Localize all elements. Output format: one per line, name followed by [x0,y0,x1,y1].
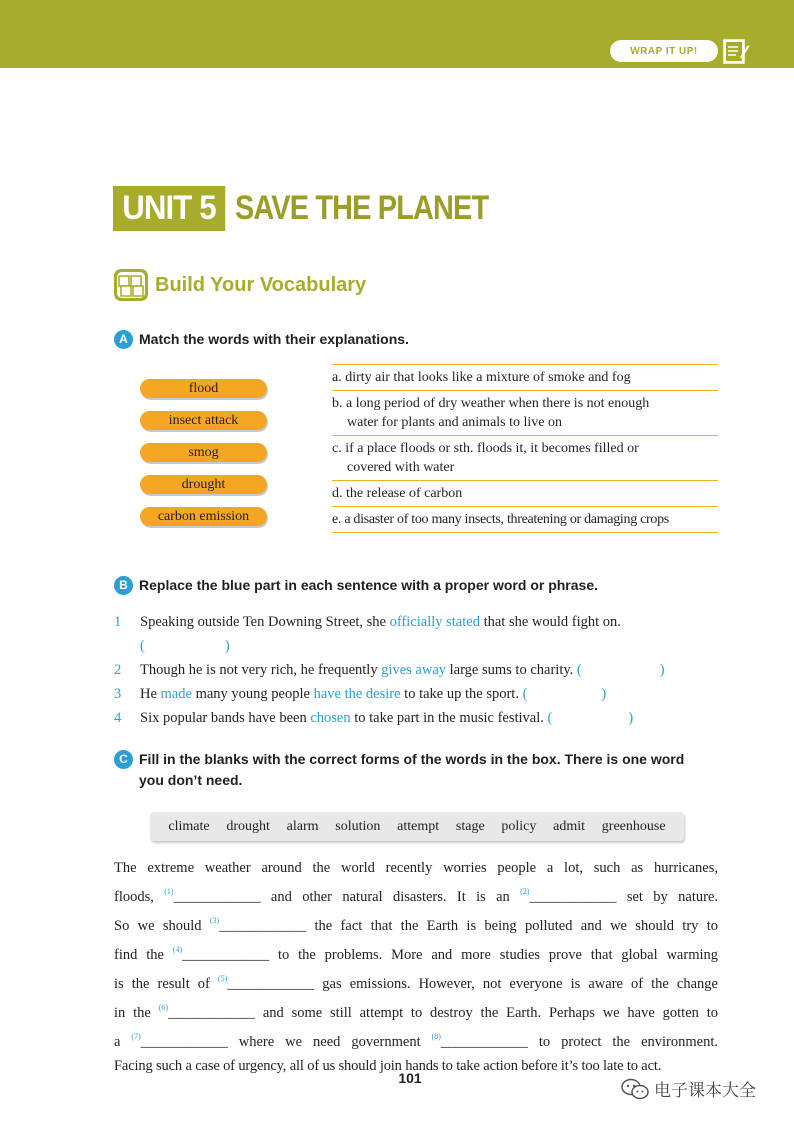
answer-blank-1[interactable] [140,634,230,658]
sentence-number: 3 [114,686,122,702]
passage-line [114,967,718,996]
section-a-instruction: Match the words with their explanations. [139,331,409,347]
blank-open[interactable]: ( [522,686,528,702]
passage-text: and other natural disasters. It is an [260,889,521,905]
blank-marker-7: (7) [131,1032,141,1041]
sentence-text: many young people [191,686,314,702]
box-word: alarm [286,818,319,834]
box-word: attempt [397,818,440,834]
blank-marker-8: (8) [431,1032,441,1041]
explanation-line-2: water for plants and animals to live on [347,415,562,430]
section-c-heading [114,749,684,791]
section-c-instruction-2: you don’t need. [139,772,243,788]
word-insect-attack[interactable]: insect attack [140,411,267,430]
blank-close: ) [628,710,634,726]
passage-text: is the result of [114,976,218,992]
sentence-text: that she would fight on. [479,614,621,630]
passage-text: gas emissions. However, not everyone is aware of the change [314,976,718,992]
word-carbon-emission[interactable]: carbon emission [140,507,267,526]
watermark [620,1076,756,1101]
wechat-icon [620,1078,650,1100]
blank-marker-3: (3) [209,916,220,925]
abc-blocks-icon [113,268,149,302]
blue-phrase: officially stated [389,614,480,630]
blank-open[interactable]: ( [576,662,582,678]
blank-3[interactable]: ____________ [219,918,307,934]
explanation-line: c. if a place floods or sth. floods it, it becomes filled or [332,441,639,456]
watermark-text: 电子课本大全 [654,1081,756,1101]
blank-6[interactable]: ____________ [167,1005,255,1021]
vocab-heading-text: Build Your Vocabulary [155,273,367,296]
sentence-3 [114,682,606,706]
passage-line [114,1025,718,1054]
explanation-e[interactable] [332,506,718,533]
blank-marker-1: (1) [164,887,174,896]
blank-marker-5: (5) [217,974,228,983]
section-a-badge: A [114,330,133,349]
box-word: policy [501,818,537,834]
sentence-text: large sums to charity. [446,662,577,678]
sentence-number: 2 [114,662,122,678]
sentence-text: He [140,686,161,702]
passage-line [114,938,718,967]
blank-1[interactable]: ____________ [173,889,261,905]
blank-8[interactable]: ____________ [440,1034,528,1050]
cloze-passage [114,856,718,1078]
blank-close: ) [659,662,665,678]
passage-line [114,880,718,909]
section-b-heading [114,575,598,596]
explanation-c[interactable] [332,435,718,480]
blue-phrase: made [160,686,192,702]
explanation-d[interactable] [332,480,718,506]
unit-name: SAVE THE PLANET [234,189,488,227]
word-drought[interactable]: drought [140,475,267,494]
section-a-heading [114,329,409,350]
blank-7[interactable]: ____________ [140,1034,228,1050]
sentence-number: 4 [114,710,122,726]
passage-text: where we need government [227,1034,432,1050]
explanations-table [332,364,718,533]
explanation-line: e. a disaster of too many insects, threatening or damaging crops [332,512,669,527]
word-flood[interactable]: flood [140,379,267,398]
blue-phrase: have the desire [313,686,401,702]
explanation-line: b. a long period of dry weather when there is not enough [332,396,650,411]
blank-open: ( [140,638,145,654]
vocab-heading [113,268,366,302]
sentence-text: Six popular bands have been [140,710,311,726]
passage-text: to protect the environment. [527,1034,718,1050]
explanation-line: a. dirty air that looks like a mixture of smoke and fog [332,370,631,385]
passage-text: to the problems. More and more studies prove that global warming [269,947,718,963]
explanation-line-2: covered with water [347,460,455,475]
blank-marker-4: (4) [172,945,183,954]
sentence-number: 1 [114,614,122,630]
explanation-a[interactable] [332,364,718,390]
section-c-instruction: Fill in the blanks with the correct forms of the words in the box. There is one word [139,751,685,767]
sentence-text: Though he is not very rich, he frequently [140,662,382,678]
passage-text: find the [114,947,173,963]
blue-phrase: chosen [310,710,351,726]
sentence-text: Speaking outside Ten Downing Street, she [140,614,390,630]
passage-line [114,996,718,1025]
passage-text: in the [114,1005,159,1021]
unit-title [113,186,533,231]
blank-4[interactable]: ____________ [182,947,270,963]
blank-close: ) [601,686,607,702]
box-word: drought [226,818,270,834]
word-smog[interactable]: smog [140,443,267,462]
passage-text: a [114,1034,132,1050]
sentence-4 [114,706,633,730]
wrap-it-up-badge: WRAP IT UP! [610,40,718,62]
explanation-b[interactable] [332,390,718,435]
blank-open[interactable]: ( [547,710,553,726]
blank-marker-6: (6) [158,1003,168,1012]
notebook-pencil-icon [722,37,750,65]
blank-5[interactable]: ____________ [227,976,315,992]
page-number: 101 [398,1070,422,1086]
box-word: stage [455,818,485,834]
passage-line: Facing such a case of urgency, all of us should join hands to take action before it’s too late to act. [114,1058,662,1074]
sentence-2 [114,658,665,682]
passage-line [114,909,718,938]
unit-label: UNIT 5 [113,186,225,231]
section-b-badge: B [114,576,133,595]
sentence-text: to take part in the music festival. [350,710,548,726]
word-box [150,812,684,841]
blank-close: ) [224,638,230,654]
box-word: greenhouse [601,818,666,834]
explanation-line: d. the release of carbon [332,486,463,501]
sentence-1 [114,610,621,634]
section-c-badge: C [114,750,133,769]
passage-text: floods, [114,889,165,905]
box-word: climate [168,818,210,834]
passage-text: the fact that the Earth is being polluted and we should try to [306,918,719,934]
passage-text: So we should [114,918,210,934]
passage-text: set by nature. [616,889,719,905]
blue-phrase: gives away [381,662,447,678]
box-word: solution [335,818,381,834]
passage-text: and some still attempt to destroy the Earth. Perhaps we have gotten to [254,1005,718,1021]
blank-marker-2: (2) [520,887,530,896]
box-word: admit [553,818,586,834]
blank-2[interactable]: ____________ [529,889,617,905]
passage-line: The extreme weather around the world recently worries people a lot, such as hurricanes, [114,860,718,876]
section-b-instruction: Replace the blue part in each sentence with a proper word or phrase. [139,577,599,593]
sentence-text: to take up the sport. [400,686,523,702]
